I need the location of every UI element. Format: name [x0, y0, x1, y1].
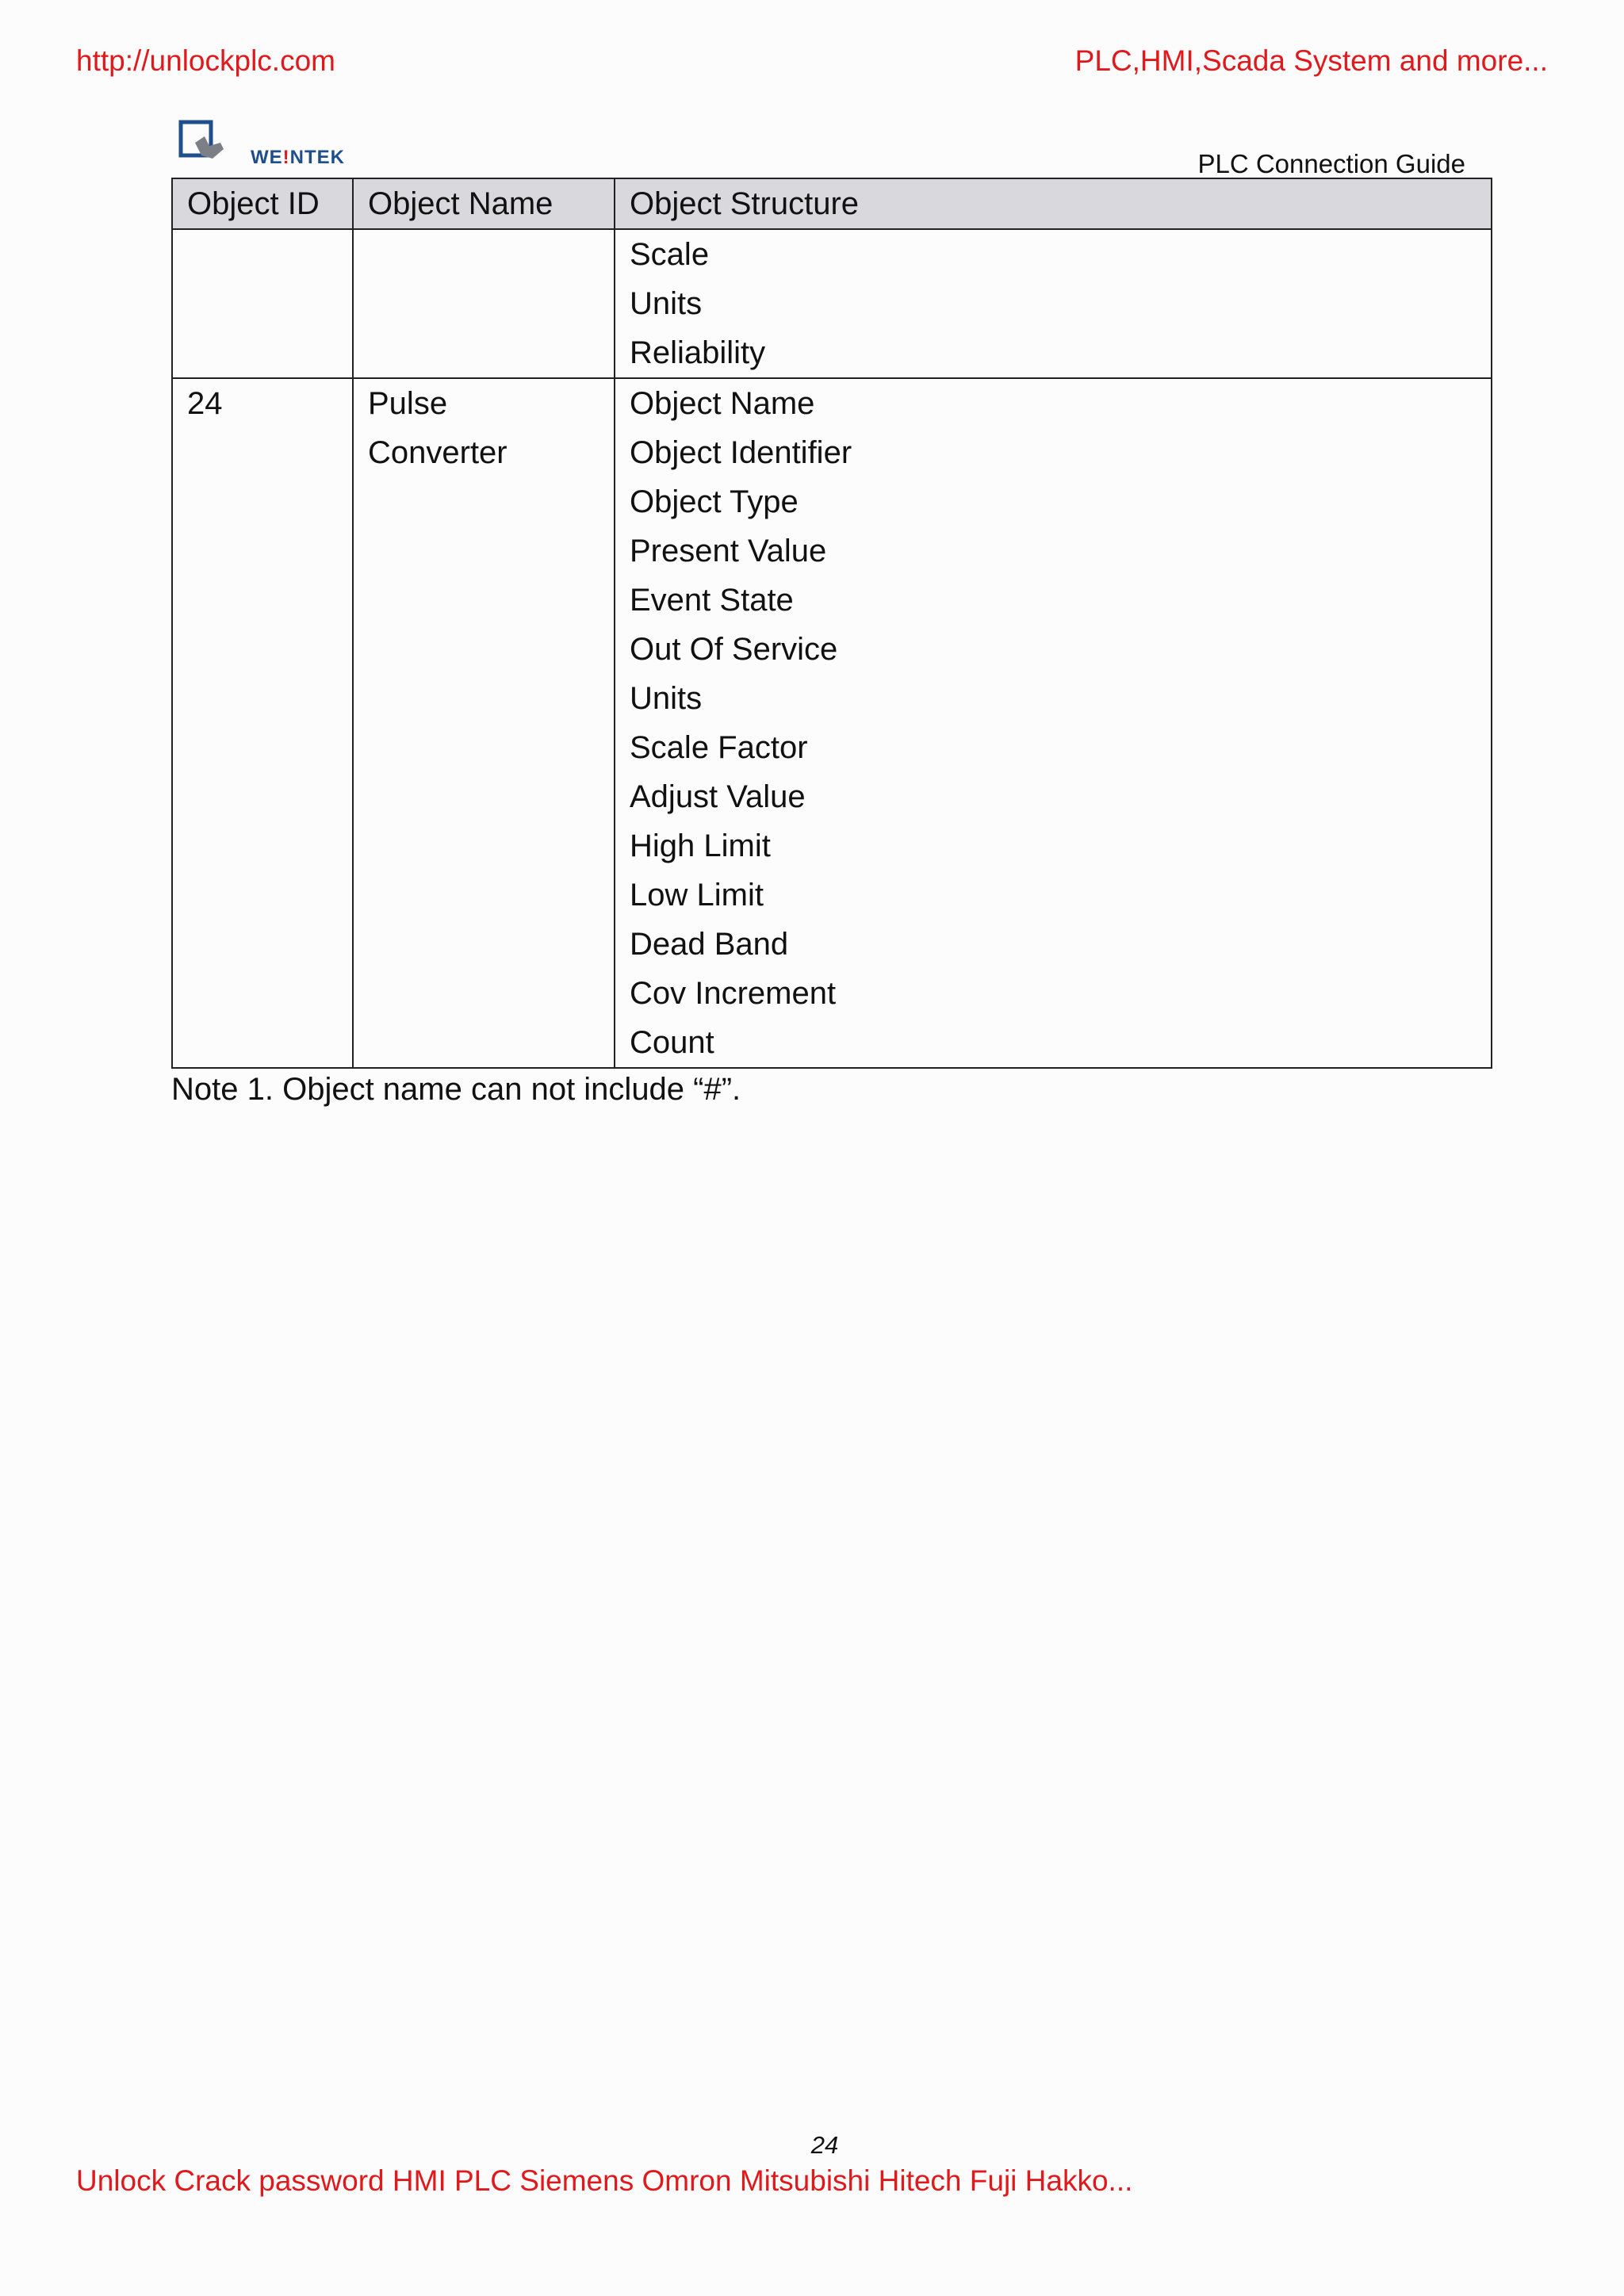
structure-item: Event State: [630, 583, 794, 618]
structure-item: Low Limit: [630, 878, 764, 913]
structure-item: Present Value: [630, 534, 827, 568]
structure-item: Cov Increment: [630, 976, 837, 1011]
structure-item: Out Of Service: [630, 632, 838, 667]
site-url-link[interactable]: http://unlockplc.com: [76, 44, 335, 77]
weintek-logo: [178, 119, 368, 174]
structure-item: Units: [630, 681, 703, 716]
header-object-name: Object Name: [353, 178, 615, 229]
structure-item: Object Name: [630, 386, 815, 421]
footnote: Note 1. Object name can not include “#”.: [171, 1072, 741, 1107]
table-row: [172, 229, 1492, 378]
structure-item: High Limit: [630, 828, 771, 863]
object-name-line: Converter: [368, 435, 508, 470]
structure-item: Object Type: [630, 484, 799, 519]
footer-ad-link[interactable]: Unlock Crack password HMI PLC Siemens Omron Mitsubishi Hitech Fuji Hakko...: [76, 2164, 1133, 2197]
structure-item: Object Identifier: [630, 435, 852, 470]
object-structure-cell: [615, 229, 1492, 378]
structure-item: Count: [630, 1025, 714, 1060]
structure-item: Reliability: [630, 335, 766, 370]
site-tagline: PLC,HMI,Scada System and more...: [1074, 44, 1548, 77]
object-structure-cell: [615, 378, 1492, 1068]
object-name-line: Pulse: [368, 386, 448, 421]
structure-item: Adjust Value: [630, 779, 806, 814]
header-object-structure: Object Structure: [615, 178, 1492, 229]
object-id-cell: [172, 378, 353, 1068]
object-id-cell: [172, 229, 353, 378]
table-header-row: [172, 178, 1492, 229]
object-id: 24: [187, 386, 223, 421]
object-table: [171, 178, 1492, 1069]
object-name-cell: [353, 378, 615, 1068]
structure-item: Scale Factor: [630, 730, 808, 765]
table-row: [172, 378, 1492, 1068]
structure-item: Units: [630, 286, 703, 321]
object-name-cell: [353, 229, 615, 378]
object-id: [187, 230, 338, 279]
structure-item: Dead Band: [630, 927, 789, 962]
guide-title: PLC Connection Guide: [1197, 149, 1465, 178]
svg-text:WE!NTEK: WE!NTEK: [251, 147, 346, 168]
page-number: 24: [810, 2131, 839, 2159]
header-object-id: Object ID: [172, 178, 353, 229]
structure-item: Scale: [630, 237, 710, 272]
